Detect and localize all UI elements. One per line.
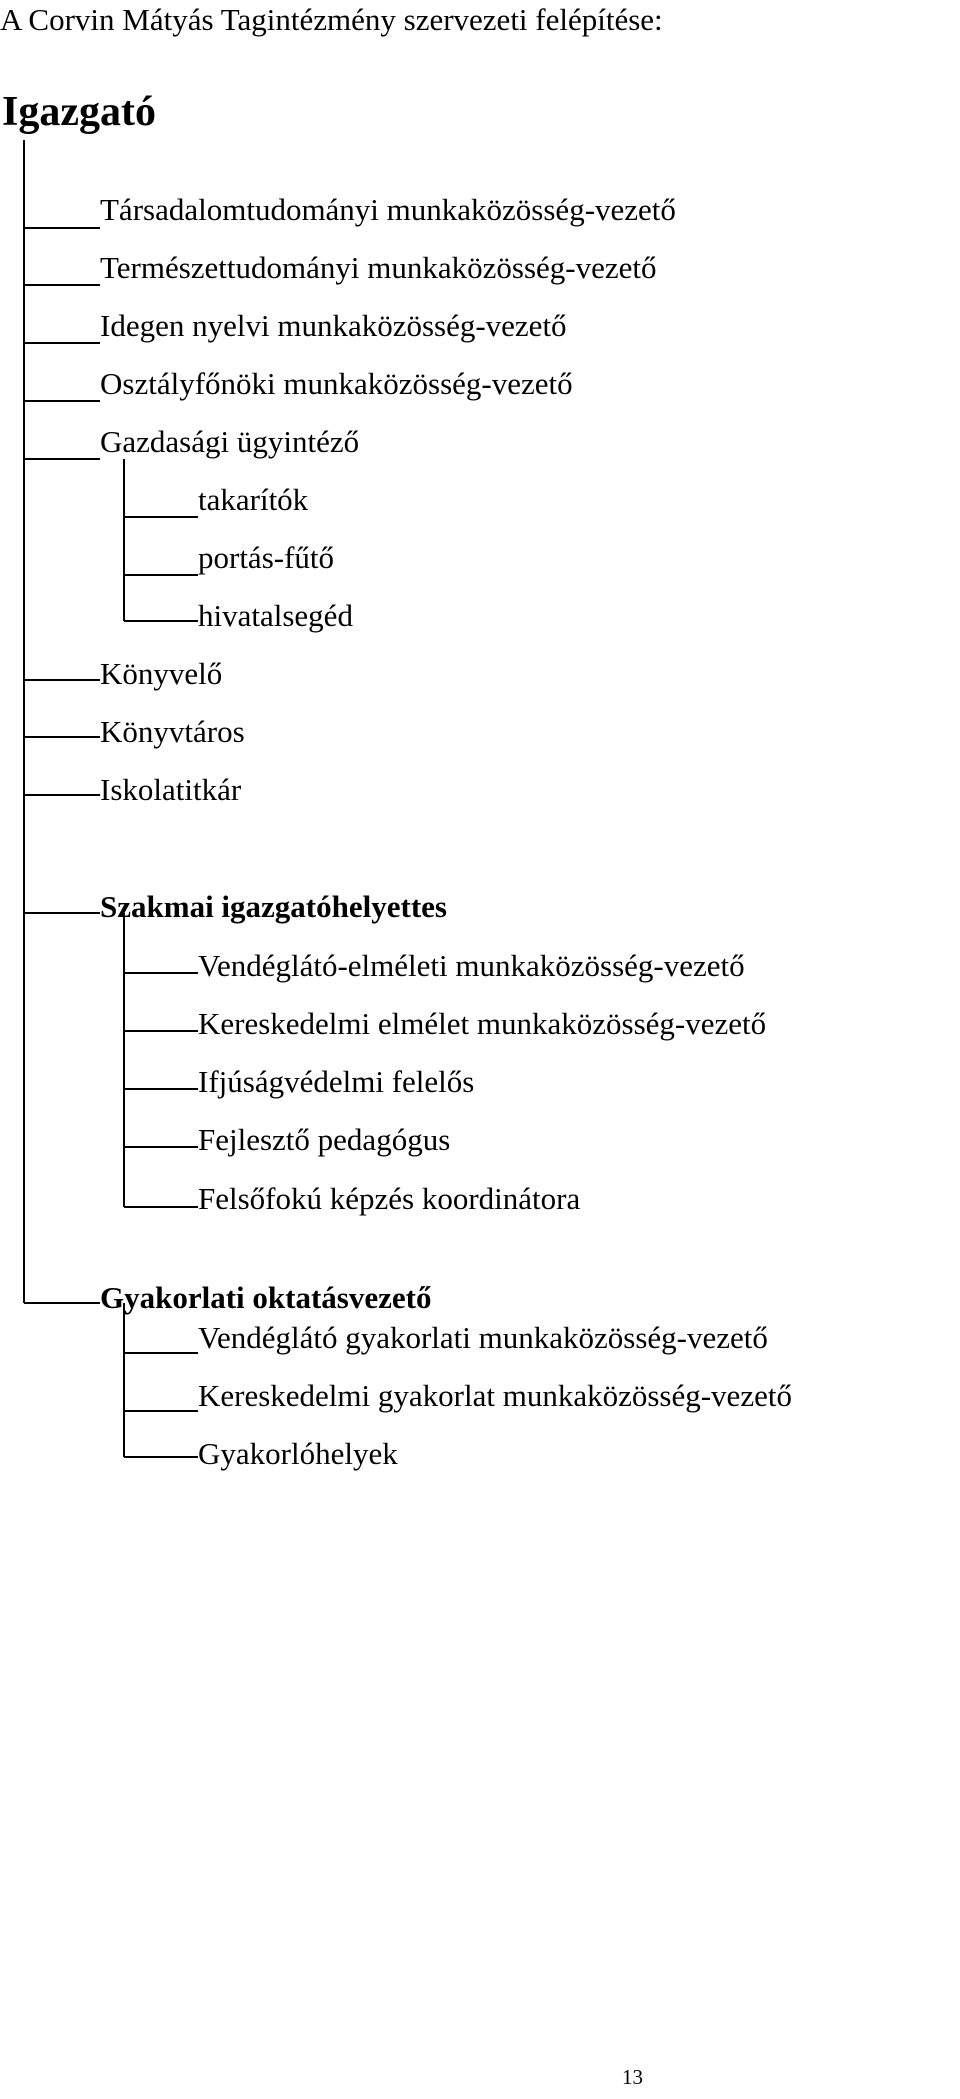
node-ifjusagvedelmi-felelos: Ifjúságvédelmi felelős bbox=[198, 1064, 475, 1099]
root-node-igazgato: Igazgató bbox=[2, 89, 156, 135]
node-tarsadalomtudomanyi: Társadalomtudományi munkaközösség-vezető bbox=[100, 192, 676, 227]
node-termeszettudomanyi: Természettudományi munkaközösség-vezető bbox=[100, 250, 657, 285]
node-vendeglato-gyakorlati: Vendéglátó gyakorlati munkaközösség-vezető bbox=[198, 1320, 768, 1355]
page-title: A Corvin Mátyás Tagintézmény szervezeti felépítése: bbox=[0, 2, 663, 37]
node-kereskedelmi-elmelet: Kereskedelmi elmélet munkaközösség-vezető bbox=[198, 1006, 767, 1041]
node-konyvelo: Könyvelő bbox=[100, 656, 223, 691]
node-fejleszto-pedagogus: Fejlesztő pedagógus bbox=[198, 1122, 451, 1157]
node-idegen-nyelvi: Idegen nyelvi munkaközösség-vezető bbox=[100, 308, 567, 343]
node-vendeglato-elmeleti: Vendéglátó-elméleti munkaközösség-vezető bbox=[198, 948, 745, 983]
node-iskolatitkar: Iskolatitkár bbox=[100, 772, 242, 807]
node-gazdasagi-ugyintezo: Gazdasági ügyintéző bbox=[100, 424, 360, 459]
node-konyvtaros: Könyvtáros bbox=[100, 714, 245, 749]
node-szakmai-igazgatohelyettes: Szakmai igazgatóhelyettes bbox=[100, 889, 447, 924]
node-kereskedelmi-gyakorlat: Kereskedelmi gyakorlat munkaközösség-vezető bbox=[198, 1378, 792, 1413]
node-gyakorlohelyek: Gyakorlóhelyek bbox=[198, 1436, 398, 1471]
node-osztalyfonoki: Osztályfőnöki munkaközösség-vezető bbox=[100, 366, 573, 401]
node-gyakorlati-oktatasvezeto: Gyakorlati oktatásvezető bbox=[100, 1280, 432, 1315]
node-takaritok: takarítók bbox=[198, 482, 309, 517]
node-felsofoku-kepzes-koordinator: Felsőfokú képzés koordinátora bbox=[198, 1181, 581, 1216]
node-portas-futo: portás-fűtő bbox=[198, 540, 335, 575]
node-hivatalseged: hivatalsegéd bbox=[198, 598, 353, 633]
page-number: 13 bbox=[622, 2065, 643, 2089]
